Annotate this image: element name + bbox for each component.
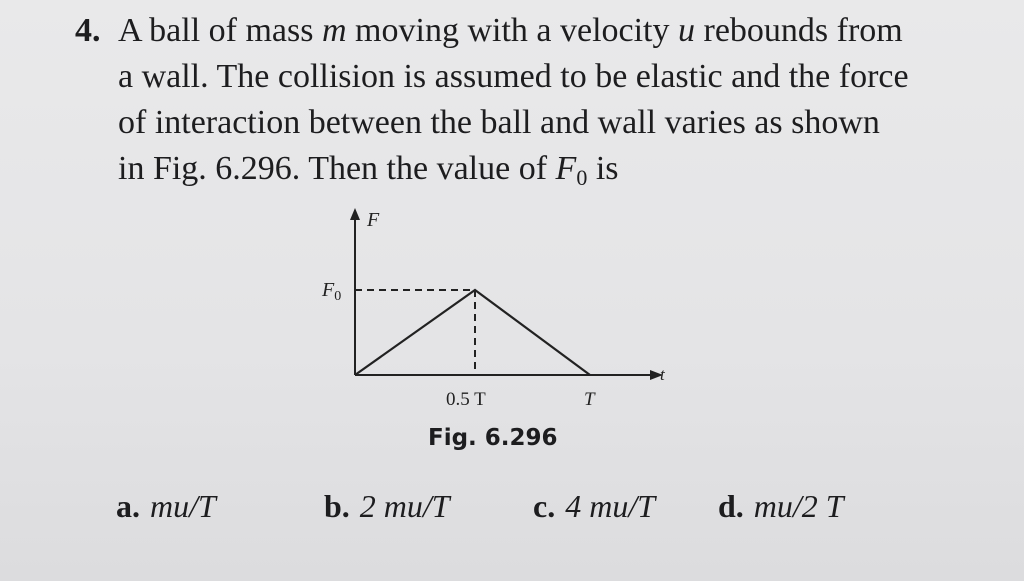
symbol-force: F [555,150,577,187]
option-d-value: mu/2 T [753,488,844,524]
question-line-4: in Fig. 6.296. Then the value of $F_0$ is [118,150,619,190]
x-axis-label: t [660,365,665,384]
figure-caption: Fig. 6.296 [428,425,558,451]
y-axis-arrow [350,208,360,220]
symbol-velocity: u [678,12,695,49]
question-line-3: of interaction between the ball and wall varies as shown [118,104,880,141]
force-curve [355,290,590,375]
tick-label-t: T [584,389,595,410]
option-a-value: mu/T [150,488,216,524]
option-b-value: 2 mu/T [359,488,450,524]
option-b-label: b. [324,488,350,524]
option-c[interactable] [533,488,655,525]
peak-label-sub: 0 [334,289,342,304]
tick-label-half-t: 0.5 T [446,389,486,410]
question-line-2: a wall. The collision is assumed to be elastic and the force [118,58,909,95]
symbol-mass: m [321,12,347,49]
force-time-graph [300,200,690,420]
option-a[interactable] [116,488,216,525]
option-a-label: a. [116,488,140,524]
question-number: 4. [75,12,101,49]
peak-label-f: F [322,279,335,301]
peak-label [321,279,341,304]
question-line-1: A ball of mass m moving with a velocity u rebounds from [118,12,903,49]
y-axis-label: F [367,209,380,231]
symbol-subscript: 0 [576,165,588,190]
option-c-value: 4 mu/T [565,488,655,524]
option-d[interactable] [718,488,844,525]
option-c-label: c. [533,488,556,524]
option-b[interactable] [324,488,450,525]
option-d-label: d. [718,488,744,524]
